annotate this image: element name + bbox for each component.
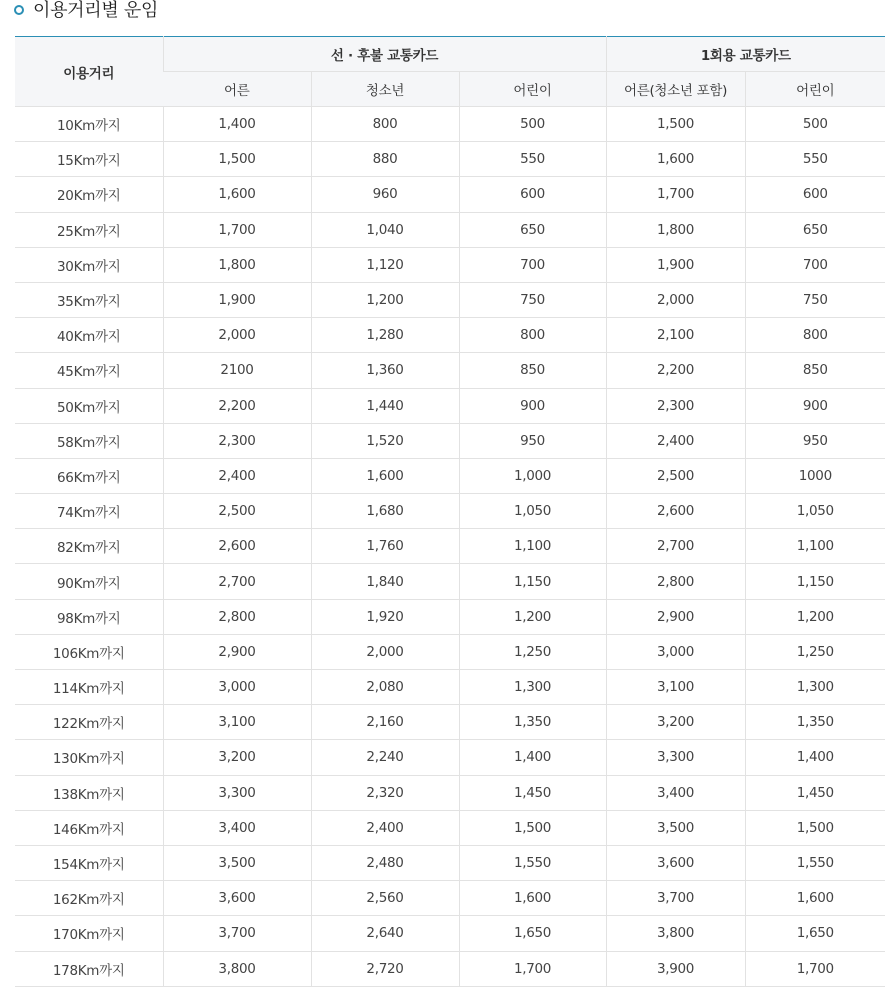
distance-cell: 146Km까지 (15, 810, 163, 845)
table-row (15, 951, 885, 986)
single-adult-cell: 2,800 (606, 564, 745, 599)
single-adult-cell: 2,200 (606, 353, 745, 388)
header-prepaid-adult: 어른 (163, 72, 311, 107)
header-prepaid-youth: 청소년 (311, 72, 459, 107)
prepaid-adult-cell: 1,600 (163, 177, 311, 212)
table-row (15, 142, 885, 177)
fare-table (15, 36, 885, 987)
single-child-cell: 1,400 (745, 740, 885, 775)
prepaid-youth-cell: 2,400 (311, 810, 459, 845)
prepaid-child-cell: 1,000 (459, 458, 606, 493)
single-child-cell: 850 (745, 353, 885, 388)
prepaid-youth-cell: 2,000 (311, 634, 459, 669)
distance-cell: 130Km까지 (15, 740, 163, 775)
prepaid-adult-cell: 1,500 (163, 142, 311, 177)
distance-cell: 154Km까지 (15, 845, 163, 880)
single-child-cell: 1,450 (745, 775, 885, 810)
table-row (15, 670, 885, 705)
table-row (15, 388, 885, 423)
prepaid-child-cell: 1,550 (459, 845, 606, 880)
prepaid-youth-cell: 1,440 (311, 388, 459, 423)
prepaid-adult-cell: 3,300 (163, 775, 311, 810)
prepaid-child-cell: 950 (459, 423, 606, 458)
prepaid-child-cell: 1,350 (459, 705, 606, 740)
prepaid-youth-cell: 1,680 (311, 494, 459, 529)
header-distance: 이용거리 (15, 37, 163, 107)
prepaid-youth-cell: 1,920 (311, 599, 459, 634)
prepaid-child-cell: 1,700 (459, 951, 606, 986)
prepaid-adult-cell: 2,600 (163, 529, 311, 564)
single-adult-cell: 3,000 (606, 634, 745, 669)
table-row (15, 740, 885, 775)
prepaid-youth-cell: 1,360 (311, 353, 459, 388)
distance-cell: 98Km까지 (15, 599, 163, 634)
prepaid-youth-cell: 2,560 (311, 881, 459, 916)
single-adult-cell: 1,500 (606, 107, 745, 142)
table-row (15, 845, 885, 880)
table-row (15, 458, 885, 493)
prepaid-youth-cell: 1,200 (311, 282, 459, 317)
single-child-cell: 1,650 (745, 916, 885, 951)
single-adult-cell: 1,700 (606, 177, 745, 212)
prepaid-child-cell: 500 (459, 107, 606, 142)
prepaid-adult-cell: 1,400 (163, 107, 311, 142)
prepaid-adult-cell: 1,800 (163, 247, 311, 282)
prepaid-child-cell: 1,650 (459, 916, 606, 951)
prepaid-adult-cell: 2,800 (163, 599, 311, 634)
table-row (15, 881, 885, 916)
prepaid-adult-cell: 3,800 (163, 951, 311, 986)
prepaid-youth-cell: 1,040 (311, 212, 459, 247)
header-prepaid-card: 선 · 후불 교통카드 (163, 37, 606, 72)
prepaid-youth-cell: 1,600 (311, 458, 459, 493)
prepaid-adult-cell: 2,900 (163, 634, 311, 669)
prepaid-youth-cell: 2,720 (311, 951, 459, 986)
prepaid-youth-cell: 1,520 (311, 423, 459, 458)
prepaid-adult-cell: 3,500 (163, 845, 311, 880)
prepaid-adult-cell: 3,000 (163, 670, 311, 705)
single-adult-cell: 2,600 (606, 494, 745, 529)
table-row (15, 775, 885, 810)
prepaid-child-cell: 1,050 (459, 494, 606, 529)
single-adult-cell: 2,700 (606, 529, 745, 564)
distance-cell: 50Km까지 (15, 388, 163, 423)
table-row (15, 705, 885, 740)
prepaid-youth-cell: 1,840 (311, 564, 459, 599)
single-child-cell: 1,600 (745, 881, 885, 916)
single-child-cell: 1,350 (745, 705, 885, 740)
distance-cell: 170Km까지 (15, 916, 163, 951)
table-row (15, 916, 885, 951)
single-child-cell: 1,200 (745, 599, 885, 634)
prepaid-youth-cell: 1,760 (311, 529, 459, 564)
prepaid-child-cell: 800 (459, 318, 606, 353)
distance-cell: 178Km까지 (15, 951, 163, 986)
section-heading (14, 0, 158, 24)
single-child-cell: 950 (745, 423, 885, 458)
single-child-cell: 750 (745, 282, 885, 317)
table-row (15, 282, 885, 317)
table-row (15, 107, 885, 142)
table-row (15, 810, 885, 845)
header-single-child: 어린이 (745, 72, 885, 107)
table-row (15, 247, 885, 282)
prepaid-youth-cell: 2,160 (311, 705, 459, 740)
distance-cell: 40Km까지 (15, 318, 163, 353)
distance-cell: 74Km까지 (15, 494, 163, 529)
single-adult-cell: 3,400 (606, 775, 745, 810)
single-child-cell: 1,050 (745, 494, 885, 529)
prepaid-child-cell: 1,450 (459, 775, 606, 810)
prepaid-adult-cell: 3,400 (163, 810, 311, 845)
prepaid-adult-cell: 3,700 (163, 916, 311, 951)
table-row (15, 529, 885, 564)
single-adult-cell: 2,000 (606, 282, 745, 317)
prepaid-youth-cell: 2,640 (311, 916, 459, 951)
single-child-cell: 1,150 (745, 564, 885, 599)
distance-cell: 10Km까지 (15, 107, 163, 142)
prepaid-youth-cell: 800 (311, 107, 459, 142)
prepaid-adult-cell: 2,200 (163, 388, 311, 423)
prepaid-child-cell: 650 (459, 212, 606, 247)
prepaid-child-cell: 750 (459, 282, 606, 317)
prepaid-youth-cell: 960 (311, 177, 459, 212)
prepaid-adult-cell: 2,500 (163, 494, 311, 529)
distance-cell: 114Km까지 (15, 670, 163, 705)
prepaid-adult-cell: 1,700 (163, 212, 311, 247)
distance-cell: 106Km까지 (15, 634, 163, 669)
single-child-cell: 1,700 (745, 951, 885, 986)
distance-cell: 138Km까지 (15, 775, 163, 810)
single-adult-cell: 2,900 (606, 599, 745, 634)
single-child-cell: 1000 (745, 458, 885, 493)
fare-table-header (15, 37, 885, 107)
single-child-cell: 800 (745, 318, 885, 353)
prepaid-child-cell: 900 (459, 388, 606, 423)
single-adult-cell: 3,600 (606, 845, 745, 880)
single-adult-cell: 3,100 (606, 670, 745, 705)
single-child-cell: 1,500 (745, 810, 885, 845)
single-adult-cell: 3,800 (606, 916, 745, 951)
single-adult-cell: 3,500 (606, 810, 745, 845)
table-row (15, 177, 885, 212)
header-single-use-card: 1회용 교통카드 (606, 37, 885, 72)
prepaid-child-cell: 700 (459, 247, 606, 282)
single-adult-cell: 2,500 (606, 458, 745, 493)
prepaid-adult-cell: 1,900 (163, 282, 311, 317)
prepaid-adult-cell: 3,100 (163, 705, 311, 740)
prepaid-youth-cell: 2,480 (311, 845, 459, 880)
table-row (15, 634, 885, 669)
prepaid-adult-cell: 2,300 (163, 423, 311, 458)
single-adult-cell: 2,300 (606, 388, 745, 423)
single-child-cell: 600 (745, 177, 885, 212)
distance-cell: 90Km까지 (15, 564, 163, 599)
distance-cell: 122Km까지 (15, 705, 163, 740)
prepaid-child-cell: 1,300 (459, 670, 606, 705)
header-prepaid-child: 어린이 (459, 72, 606, 107)
bullet-circle-icon (14, 5, 24, 15)
prepaid-youth-cell: 1,120 (311, 247, 459, 282)
prepaid-adult-cell: 2,700 (163, 564, 311, 599)
distance-cell: 25Km까지 (15, 212, 163, 247)
single-adult-cell: 1,600 (606, 142, 745, 177)
single-child-cell: 700 (745, 247, 885, 282)
prepaid-youth-cell: 2,240 (311, 740, 459, 775)
prepaid-child-cell: 850 (459, 353, 606, 388)
single-adult-cell: 2,400 (606, 423, 745, 458)
single-adult-cell: 3,700 (606, 881, 745, 916)
table-row (15, 318, 885, 353)
prepaid-child-cell: 1,500 (459, 810, 606, 845)
single-adult-cell: 3,900 (606, 951, 745, 986)
prepaid-adult-cell: 2,000 (163, 318, 311, 353)
table-row (15, 599, 885, 634)
single-child-cell: 1,300 (745, 670, 885, 705)
table-row (15, 353, 885, 388)
table-row (15, 494, 885, 529)
single-adult-cell: 1,900 (606, 247, 745, 282)
single-adult-cell: 1,800 (606, 212, 745, 247)
prepaid-child-cell: 1,250 (459, 634, 606, 669)
page-title: 이용거리별 운임 (33, 0, 159, 21)
single-child-cell: 900 (745, 388, 885, 423)
single-child-cell: 1,100 (745, 529, 885, 564)
single-child-cell: 500 (745, 107, 885, 142)
distance-cell: 82Km까지 (15, 529, 163, 564)
table-row (15, 423, 885, 458)
single-child-cell: 1,250 (745, 634, 885, 669)
single-child-cell: 1,550 (745, 845, 885, 880)
distance-cell: 162Km까지 (15, 881, 163, 916)
distance-cell: 58Km까지 (15, 423, 163, 458)
prepaid-adult-cell: 3,200 (163, 740, 311, 775)
prepaid-child-cell: 1,400 (459, 740, 606, 775)
distance-cell: 35Km까지 (15, 282, 163, 317)
prepaid-adult-cell: 2,400 (163, 458, 311, 493)
prepaid-adult-cell: 2100 (163, 353, 311, 388)
prepaid-adult-cell: 3,600 (163, 881, 311, 916)
single-child-cell: 550 (745, 142, 885, 177)
fare-table-body (15, 107, 885, 987)
table-row (15, 564, 885, 599)
distance-cell: 45Km까지 (15, 353, 163, 388)
prepaid-child-cell: 600 (459, 177, 606, 212)
prepaid-child-cell: 1,200 (459, 599, 606, 634)
single-adult-cell: 2,100 (606, 318, 745, 353)
prepaid-child-cell: 1,150 (459, 564, 606, 599)
prepaid-youth-cell: 2,080 (311, 670, 459, 705)
prepaid-child-cell: 550 (459, 142, 606, 177)
single-adult-cell: 3,300 (606, 740, 745, 775)
prepaid-child-cell: 1,600 (459, 881, 606, 916)
single-child-cell: 650 (745, 212, 885, 247)
prepaid-child-cell: 1,100 (459, 529, 606, 564)
prepaid-youth-cell: 880 (311, 142, 459, 177)
prepaid-youth-cell: 2,320 (311, 775, 459, 810)
distance-cell: 20Km까지 (15, 177, 163, 212)
prepaid-youth-cell: 1,280 (311, 318, 459, 353)
distance-cell: 15Km까지 (15, 142, 163, 177)
header-single-adult: 어른(청소년 포함) (606, 72, 745, 107)
distance-cell: 66Km까지 (15, 458, 163, 493)
distance-cell: 30Km까지 (15, 247, 163, 282)
single-adult-cell: 3,200 (606, 705, 745, 740)
table-row (15, 212, 885, 247)
